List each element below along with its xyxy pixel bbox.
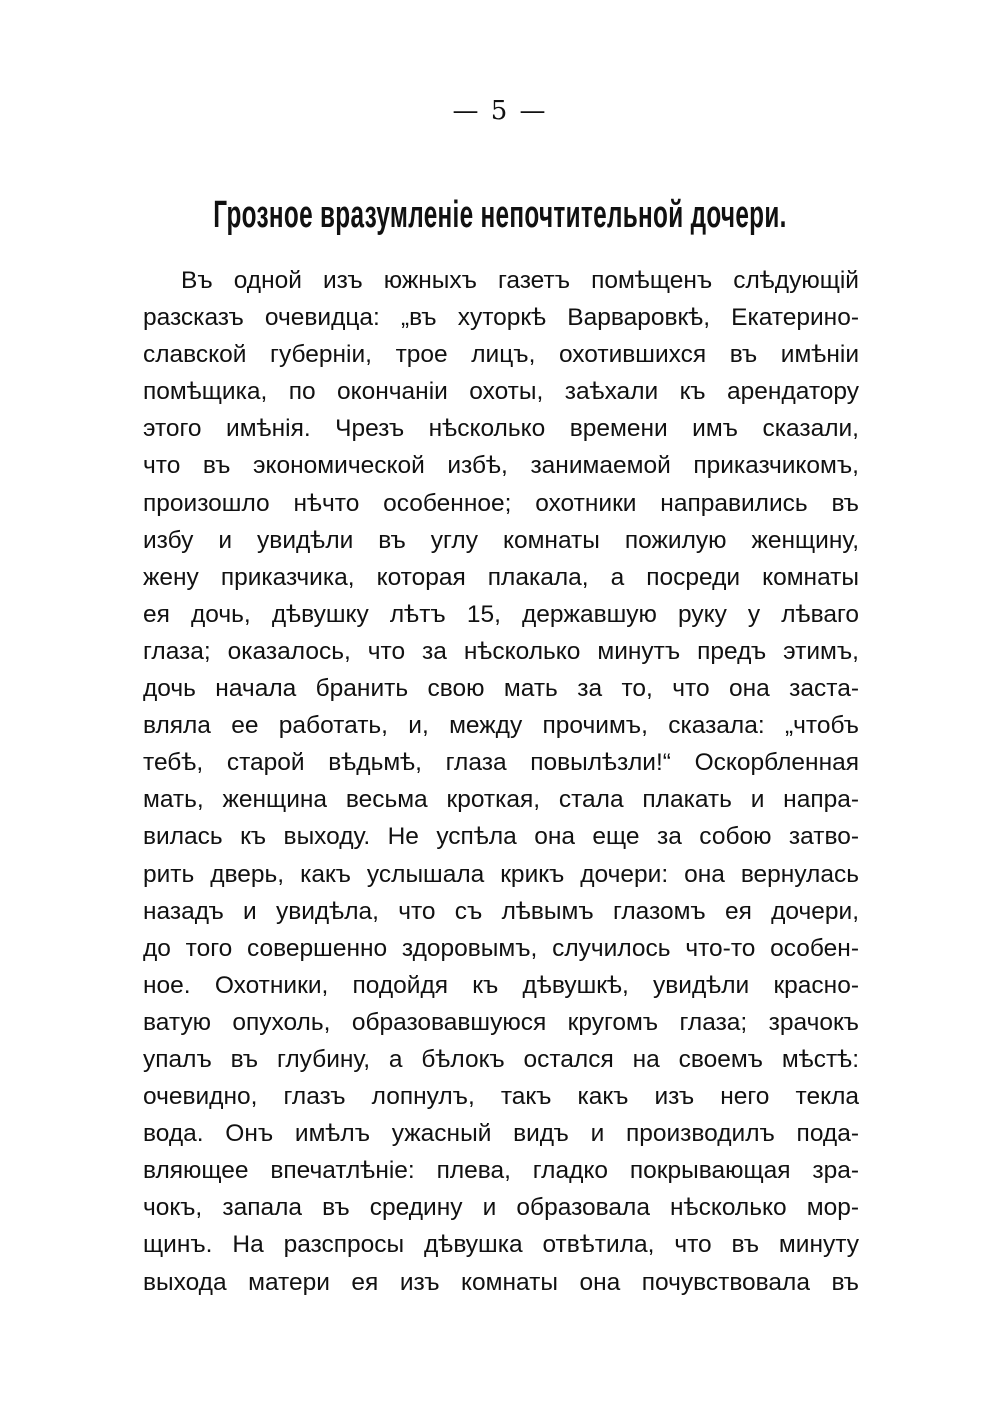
text-line: ное. Охотники, подойдя къ дѣвушкѣ, увидѣли красно-: [143, 971, 859, 999]
text-line: славской губерніи, трое лицъ, охотившихся въ имѣніи: [143, 341, 859, 369]
text-line: до того совершенно здоровымъ, случилось что-то особен-: [143, 934, 859, 962]
text-line: дочь начала бранить свою мать за то, что она заста-: [143, 675, 859, 703]
text-line: выхода матери ея изъ комнаты она почувствовала въ: [143, 1268, 859, 1296]
body-text: [143, 262, 859, 1301]
text-line: рить дверь, какъ услышала крикъ дочери: она вернулась: [143, 860, 859, 888]
text-line: очевидно, глазъ лопнулъ, такъ какъ изъ него текла: [143, 1083, 859, 1111]
text-line: жену приказчика, которая плакала, а посреди комнаты: [143, 563, 859, 591]
text-line: мать, женщина весьма кроткая, стала плакать и напра-: [143, 786, 859, 814]
text-line: глаза; оказалось, что за нѣсколько минутъ предъ этимъ,: [143, 637, 859, 665]
text-line: избу и увидѣли въ углу комнаты пожилую женщину,: [143, 526, 859, 554]
page-number: — 5 —: [452, 96, 548, 126]
text-line: помѣщика, по окончаніи охоты, заѣхали къ арендатору: [143, 378, 859, 406]
text-line: тебѣ, старой вѣдьмѣ, глаза повылѣзли!“ Оскорбленная: [143, 749, 859, 777]
text-line: ватую опухоль, образовавшуюся кругомъ глаза; зрачокъ: [143, 1008, 859, 1036]
text-line: Въ одной изъ южныхъ газетъ помѣщенъ слѣдующій: [181, 267, 859, 294]
text-line: назадъ и увидѣла, что съ лѣвымъ глазомъ ея дочери,: [143, 897, 859, 925]
chapter-title: Грозное вразумленіе непочтительной дочери.: [213, 194, 787, 236]
text-line: что въ экономической избѣ, занимаемой приказчикомъ,: [143, 452, 859, 480]
text-line: произошло нѣчто особенное; охотники направились въ: [143, 489, 859, 517]
text-line: разсказъ очевидца: „въ хуторкѣ Варваровкѣ, Екатерино-: [143, 304, 859, 332]
text-line: чокъ, запала въ средину и образовала нѣсколько мор-: [143, 1194, 859, 1222]
text-line: вляющее впечатлѣніе: плева, гладко покрывающая зра-: [143, 1157, 859, 1185]
text-line: вилась къ выходу. Не успѣла она еще за собою затво-: [143, 823, 859, 851]
text-line: упалъ въ глубину, а бѣлокъ остался на своемъ мѣстѣ:: [143, 1045, 859, 1073]
text-line: ея дочь, дѣвушку лѣтъ 15, державшую руку у лѣваго: [143, 600, 859, 628]
text-line: вляла ее работать, и, между прочимъ, сказала: „чтобъ: [143, 712, 859, 740]
text-line: вода. Онъ имѣлъ ужасный видъ и производилъ пода-: [143, 1120, 859, 1148]
text-line: этого имѣнія. Чрезъ нѣсколько времени имъ сказали,: [143, 415, 859, 443]
text-line: щинъ. На разспросы дѣвушка отвѣтила, что въ минуту: [143, 1231, 859, 1259]
